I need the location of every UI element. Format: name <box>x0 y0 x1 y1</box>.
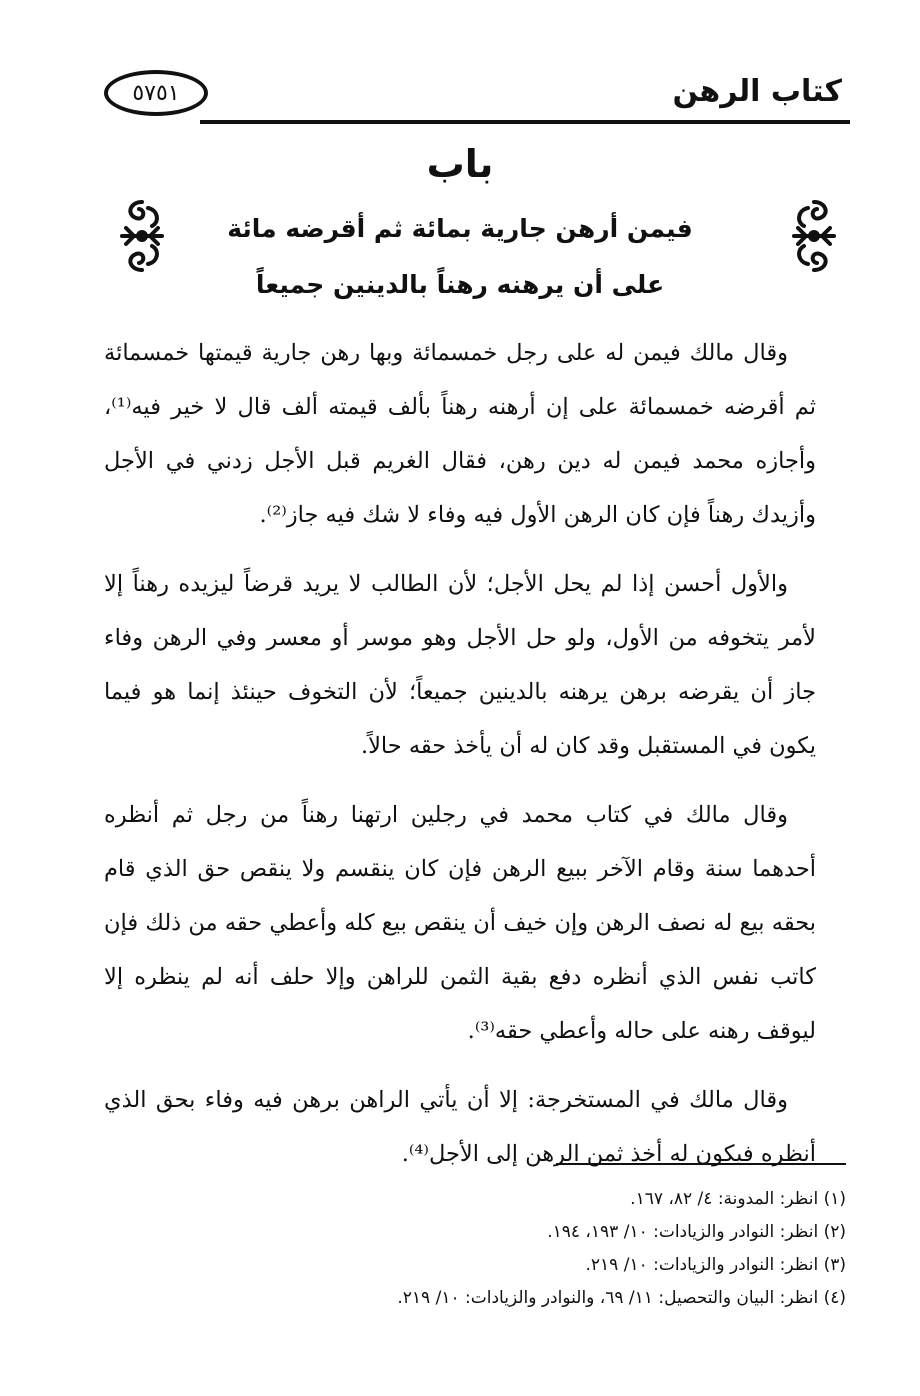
running-title: كتاب الرهن <box>672 74 842 109</box>
body-text <box>104 326 816 1196</box>
chapter-title: باب <box>426 142 494 186</box>
footnote-4: (٤) انظر: البيان والتحصيل: ١١/ ٦٩، والنوادر والزيادات: ١٠/ ٢١٩. <box>397 1288 846 1308</box>
paragraph: والأول أحسن إذا لم يحل الأجل؛ لأن الطالب لا يريد قرضاً ليزيده رهناً إلا لأمر يتخوفه من الأول، ولو حل الأجل وهو موسر أو معسر وفي الرهن وفاء جاز أن يقرضه برهن يرهنه بالدينين جميعاً؛ لأن التخوف حينئذ إنما هو فيما يكون في المستقبل وقد كان له أن يأخذ حقه حالاً. <box>104 571 816 759</box>
page-number: ٥٧٥١ <box>132 80 180 106</box>
header-rule <box>200 120 850 124</box>
footnote-1: (١) انظر: المدونة: ٤/ ٨٢، ١٦٧. <box>630 1189 846 1209</box>
paragraph: وقال مالك في المستخرجة: إلا أن يأتي الراهن برهن فيه وفاء بحق الذي أنظره فيكون له أخذ ثمن الرهن إلى الأجل⁽⁴⁾. <box>104 1087 816 1167</box>
chapter-subtitle-line-1: فيمن أرهن جارية بمائة ثم أقرضه مائة <box>227 214 693 243</box>
floral-ornament-icon <box>112 196 172 276</box>
footnote-separator <box>556 1163 846 1165</box>
page-number-oval <box>104 70 208 116</box>
footnote-3: (٣) انظر: النوادر والزيادات: ١٠/ ٢١٩. <box>585 1255 846 1275</box>
floral-ornament-icon <box>784 196 844 276</box>
chapter-subtitle-line-2: على أن يرهنه رهناً بالدينين جميعاً <box>255 270 665 299</box>
paragraph: وقال مالك في كتاب محمد في رجلين ارتهنا رهناً من رجل ثم أنظره أحدهما سنة وقام الآخر ببيع الرهن فإن كان ينقسم ولا ينقص حق الذي قام بحقه بيع له نصف الرهن وإن خيف أن ينقص بيع كله وأعطي حقه من ذلك فإن كاتب نفس الذي أنظره دفع بقية الثمن للراهن وإلا حلف أنه لم ينظره إلا ليوقف رهنه على حاله وأعطي حقه⁽³⁾. <box>104 802 816 1044</box>
footnotes <box>104 1183 846 1315</box>
page-header <box>100 62 850 124</box>
footnote-2: (٢) انظر: النوادر والزيادات: ١٠/ ١٩٣، ١٩٤. <box>547 1222 846 1242</box>
paragraph: وقال مالك فيمن له على رجل خمسمائة وبها رهن جارية قيمتها خمسمائة ثم أقرضه خمسمائة على إن أرهنه رهناً بألف قيمته ألف قال لا خير فيه⁽¹⁾، وأجازه محمد فيمن له دين رهن، فقال الغريم قبل الأجل زدني في الأجل وأزيدك رهناً فإن كان الرهن الأول فيه وفاء لا شك فيه جاز⁽²⁾. <box>104 340 816 528</box>
